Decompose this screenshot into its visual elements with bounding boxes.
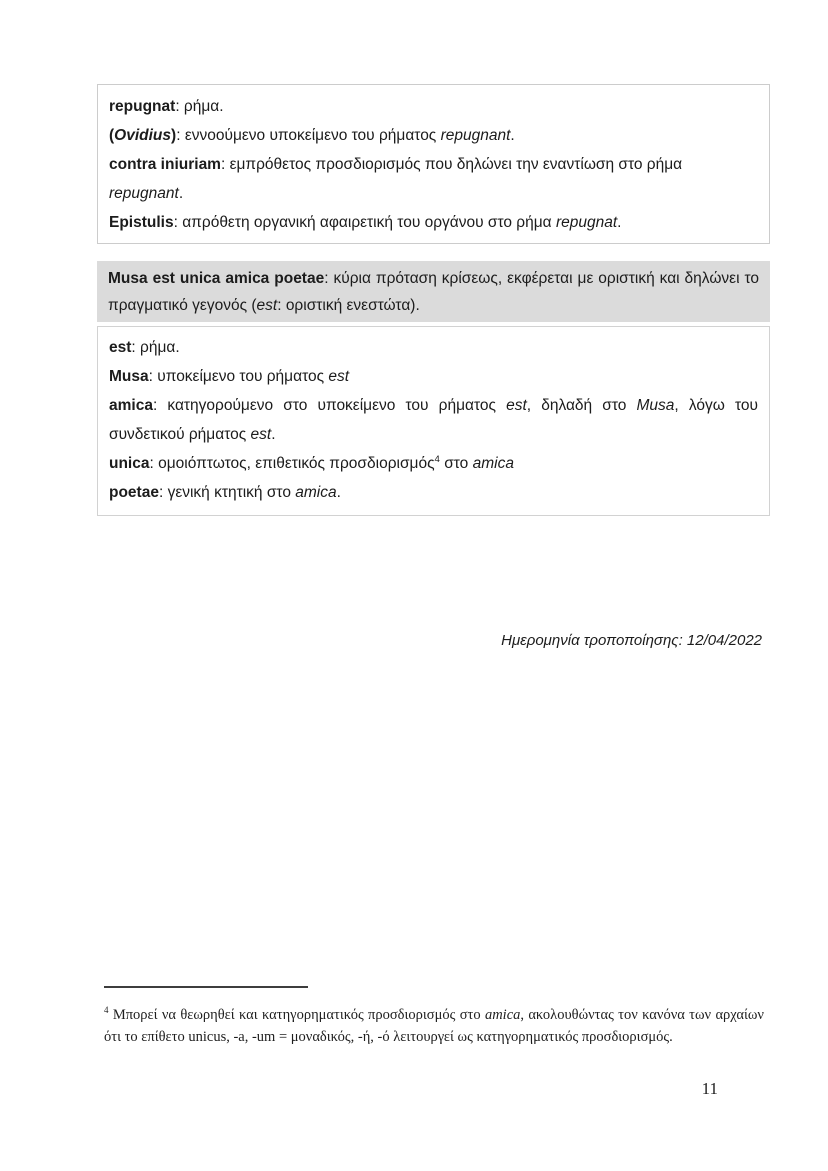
analysis-line-epistulis: Epistulis: απρόθετη οργανική αφαιρετική του οργάνου στο ρήμα repugnat. [109, 214, 622, 231]
analysis-box-musa [97, 326, 770, 516]
sentence-header-text: Musa est unica amica poetae: κύρια πρόταση κρίσεως, εκφέρεται με οριστική και δηλώνει το πραγματικό γεγονός (est: οριστική ενεστώτα). [108, 270, 759, 314]
analysis-line-poetae: poetae: γενική κτητική στο amica. [109, 484, 341, 501]
sentence-header-musa [97, 261, 770, 322]
footnote-4: $^4$ Μπορεί να θεωρηθεί και κατηγορηματικός προσδιορισμός στο amica, ακολουθώντας τον κανόνα των αρχαίων ότι το επίθετο unicus, -a, -um = μοναδικός, -ή, -ό λειτουργεί ως κατηγορηματικός προσδιορισμός. [104, 1005, 764, 1045]
analysis-line-unica: unica: ομοιόπτωτος, επιθετικός προσδιορισμός$^4$ στο amica [109, 453, 514, 472]
analysis-line-contra-iniuriam: contra iniuriam: εμπρόθετος προσδιορισμός που δηλώνει την εναντίωση στο ρήμα repugnant. [109, 156, 683, 202]
analysis-line-est: est: ρήμα. [109, 339, 180, 356]
analysis-line-repugnat: repugnat: ρήμα. [109, 98, 224, 115]
modification-date: Ημερομηνία τροποποίησης: 12/04/2022 [501, 632, 762, 649]
analysis-line-ovidius: (Ovidius): εννοούμενο υποκείμενο του ρήματος repugnant. [109, 127, 515, 144]
page-number: 11 [701, 1079, 718, 1098]
analysis-box-repugnat [97, 84, 770, 244]
footnote-separator [104, 986, 308, 988]
analysis-line-amica: amica: κατηγορούμενο στο υποκείμενο του ρήματος est, δηλαδή στο Musa, λόγω του συνδετικού ρήματος est. [109, 397, 758, 443]
analysis-line-musa: Musa: υποκείμενο του ρήματος est [109, 368, 350, 385]
